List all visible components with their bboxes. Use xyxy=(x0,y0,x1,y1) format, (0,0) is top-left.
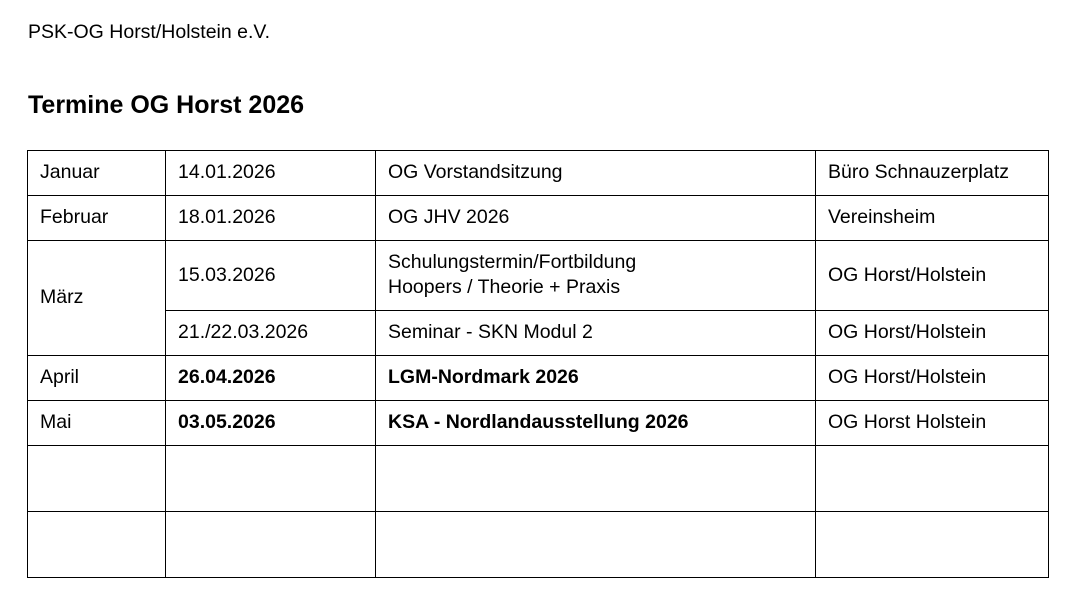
cell-event-line2: Hoopers / Theorie + Praxis xyxy=(388,276,621,298)
cell-date: 26.04.2026 xyxy=(166,356,376,401)
organization-name: PSK-OG Horst/Holstein e.V. xyxy=(28,21,271,43)
table-row xyxy=(28,196,1049,241)
cell-date xyxy=(166,512,376,578)
cell-event xyxy=(376,241,816,311)
cell-place: Büro Schnauzerplatz xyxy=(816,151,1049,196)
cell-date xyxy=(166,446,376,512)
cell-date: 15.03.2026 xyxy=(166,241,376,311)
cell-event: Seminar - SKN Modul 2 xyxy=(376,311,816,356)
cell-month: April xyxy=(28,356,166,401)
cell-month: Februar xyxy=(28,196,166,241)
page-title: Termine OG Horst 2026 xyxy=(28,91,305,119)
cell-place xyxy=(816,512,1049,578)
cell-month: Januar xyxy=(28,151,166,196)
cell-event-line1: Schulungstermin/Fortbildung xyxy=(388,251,637,273)
cell-place: OG Horst/Holstein xyxy=(816,356,1049,401)
cell-event: KSA - Nordlandausstellung 2026 xyxy=(376,401,816,446)
cell-month xyxy=(28,512,166,578)
cell-place: Vereinsheim xyxy=(816,196,1049,241)
cell-date: 21./22.03.2026 xyxy=(166,311,376,356)
cell-event: OG JHV 2026 xyxy=(376,196,816,241)
table-row xyxy=(28,311,1049,356)
cell-event xyxy=(376,512,816,578)
table-row xyxy=(28,512,1049,578)
table-row xyxy=(28,241,1049,311)
cell-date: 14.01.2026 xyxy=(166,151,376,196)
table-row xyxy=(28,151,1049,196)
cell-event: OG Vorstandsitzung xyxy=(376,151,816,196)
schedule-table xyxy=(27,150,1049,578)
cell-event: LGM-Nordmark 2026 xyxy=(376,356,816,401)
cell-place: OG Horst/Holstein xyxy=(816,311,1049,356)
cell-place: OG Horst Holstein xyxy=(816,401,1049,446)
cell-date: 18.01.2026 xyxy=(166,196,376,241)
cell-month xyxy=(28,446,166,512)
table-row xyxy=(28,446,1049,512)
cell-event xyxy=(376,446,816,512)
cell-date: 03.05.2026 xyxy=(166,401,376,446)
cell-place: OG Horst/Holstein xyxy=(816,241,1049,311)
table-row xyxy=(28,401,1049,446)
cell-month: März xyxy=(28,241,166,356)
table-row xyxy=(28,356,1049,401)
cell-month: Mai xyxy=(28,401,166,446)
cell-place xyxy=(816,446,1049,512)
